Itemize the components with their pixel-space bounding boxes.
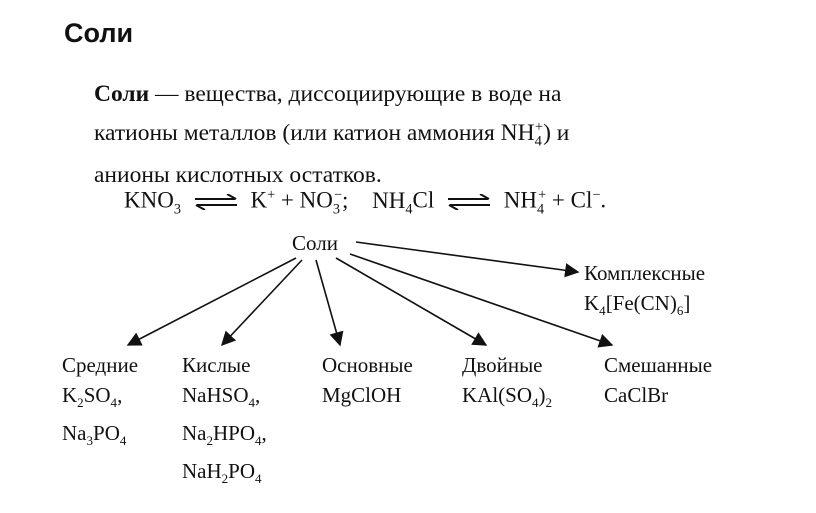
definition-line-3: анионы кислотных остатков. [94, 161, 382, 188]
arrow-to-medium [128, 258, 296, 345]
formula-index: 2 [206, 433, 214, 449]
formula-part: NaH [182, 459, 222, 484]
formula-index: 4 [110, 395, 118, 411]
formula-part: K [584, 291, 600, 315]
definition-term: Соли [94, 81, 150, 107]
formula-index: 2 [77, 395, 84, 411]
formula-part: PO [228, 459, 256, 484]
page-title: Соли [64, 18, 134, 48]
formula-row [182, 418, 267, 456]
formula-row: MgClOH [322, 383, 402, 407]
formula-index: 2 [545, 395, 553, 411]
formula-part: Na [182, 421, 207, 446]
formula-part: , [117, 383, 123, 407]
formula-no3-ion: + NO [275, 187, 333, 213]
formula-part: K [62, 383, 78, 407]
formula-index: 4 [248, 395, 256, 411]
formula-part: NaHSO [182, 383, 249, 407]
category-mixed [604, 350, 712, 410]
category-acidic [182, 350, 267, 495]
category-mixed-label: Смешанные [604, 353, 713, 377]
formula-row [182, 456, 267, 494]
category-acidic-label: Кислые [182, 353, 251, 377]
formula-kno3: KNO [124, 187, 174, 213]
formula-row [462, 380, 552, 418]
formula-part: HPO [213, 421, 256, 446]
formula-part: , [255, 383, 261, 407]
arrow-to-basic [316, 260, 340, 345]
formula-cl-ion: + Cl [546, 187, 593, 213]
formula-index: 4 [599, 303, 606, 319]
formula-part: Na [62, 421, 87, 446]
arrow-to-mixed [350, 254, 612, 345]
formula-index: 4 [255, 471, 262, 487]
category-complex-label: Комплексные [584, 261, 706, 285]
formula-part: [Fe(CN) [605, 291, 677, 315]
definition-line-2-text: катионы металлов (или катион аммония NH [94, 119, 535, 146]
formula-index: 4 [255, 433, 262, 449]
definition-line-2-end: ) и [543, 119, 570, 146]
category-medium [62, 350, 138, 456]
formula-row: CaClBr [604, 383, 669, 407]
formula-separator: ; [342, 187, 349, 213]
formula-part: ) [538, 383, 546, 407]
category-basic [322, 350, 413, 410]
definition-line-1-text: — вещества, диссоциирующие в воде на [149, 81, 562, 107]
formula-row [62, 380, 138, 418]
formula-row [584, 288, 705, 326]
formula-row [62, 418, 138, 456]
formula-part: SO [83, 383, 111, 407]
formula-nh4-ion: NH [503, 187, 537, 213]
category-medium-label: Средние [62, 353, 139, 377]
category-complex [584, 258, 705, 326]
diagram-root: Соли [292, 231, 338, 255]
category-double [462, 350, 552, 418]
formula-index: 3 [86, 433, 94, 449]
formula-part: , [261, 421, 267, 446]
formula-row [182, 380, 267, 418]
arrow-to-double [336, 258, 486, 345]
formula-part: KAl(SO [462, 383, 533, 407]
formula-index: 6 [676, 303, 684, 319]
definition-line-2: катионы металлов (или катион аммония $NH_4^+$) и [94, 119, 570, 150]
formula-part: PO [93, 421, 120, 446]
category-double-label: Двойные [462, 353, 543, 377]
formula-nh4cl-cl: Cl [412, 187, 435, 213]
formula-k-ion: K [250, 187, 268, 213]
arrow-to-acidic [222, 260, 302, 345]
formula-part: ] [683, 291, 691, 315]
formula-index: 4 [119, 433, 127, 449]
dissociation-equations: $KNO_3$ $K^+ + NO_3^-$; $NH_4Cl$ $NH_4^+ + Cl^-$. [124, 187, 607, 218]
formula-index: 4 [532, 395, 539, 411]
category-basic-label: Основные [322, 353, 413, 377]
formula-nh4cl: NH [372, 187, 406, 213]
formula-end: . [600, 187, 607, 213]
formula-index: 2 [221, 471, 229, 487]
